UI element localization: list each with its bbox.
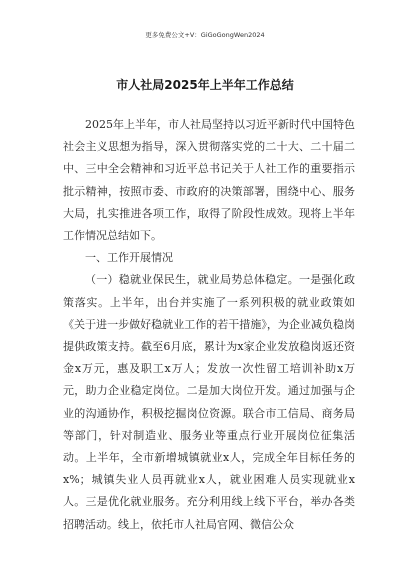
document-body xyxy=(63,114,355,536)
body-paragraph: （一）稳就业保民生，就业局势总体稳定。一是强化政策落实。上半年，出台并实施了一系列积极的就业政策如《关于进一步做好稳就业工作的若干措施》，为企业减负稳岗提供政策支持。截至6月底，累计为x家企业发放稳岗返还资金x万元，惠及职工x万人；发放一次性留工培训补助x万元，助力企业稳定岗位。二是加大岗位开发。通过加强与企业的沟通协作，积极挖掘岗位资源。联合市工信局、商务局等部门，针对制造业、服务业等重点行业开展岗位征集活动。上半年，全市新增城镇就业x人，完成全年目标任务的x%；城镇失业人员再就业x人，就业困难人员实现就业x人。三是优化就业服务。充分利用线上线下平台，举办各类招聘活动。线上，依托市人社局官网、微信公众 xyxy=(63,273,355,531)
section-heading: 一、工作开展情况 xyxy=(85,251,173,265)
promo-banner: 更多免费公文+V：GiGoGongWen2024 xyxy=(145,31,265,39)
intro-paragraph: 2025年上半年，市人社局坚持以习近平新时代中国特色社会主义思想为指导，深入贯彻落实党的二十大、二十届二中、三中全会精神和习近平总书记关于人社工作的重要指示批示精神，按照市委、市政府的决策部署，围绕中心、服务大局，扎实推进各项工作，取得了阶段性成效。现将上半年工作情况总结如下。 xyxy=(63,118,355,243)
document-title: 市人社局2025年上半年工作总结 xyxy=(116,78,294,92)
